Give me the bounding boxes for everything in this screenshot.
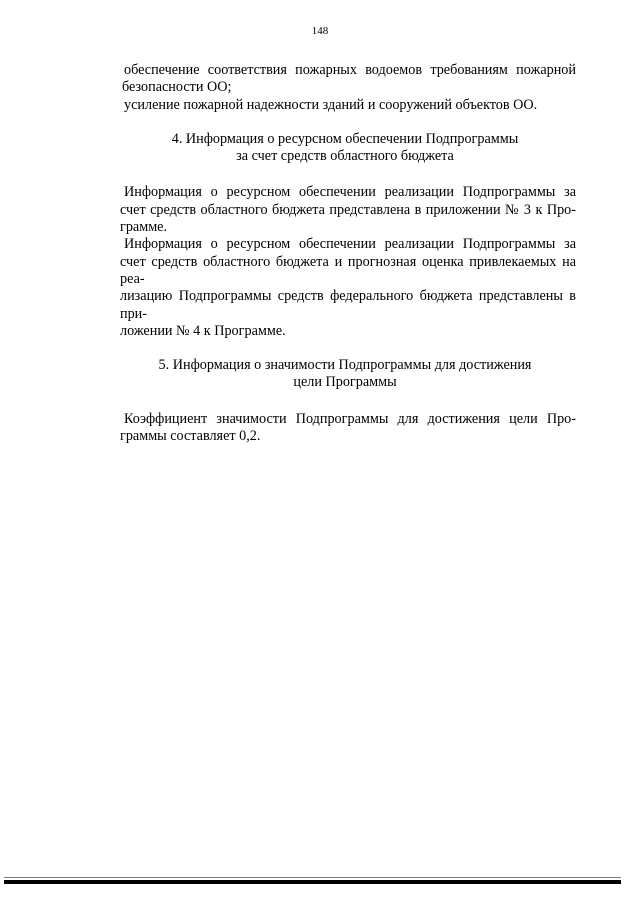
text-line: усиление пожарной надежности зданий и сооружений объектов ОО. (124, 96, 538, 113)
text-line: обеспечение соответствия пожарных водоемов требованиям пожарной (124, 62, 576, 78)
heading-line: 4. Информация о ресурсном обеспечении Подпрограммы (171, 130, 519, 147)
text-line: граммы составляет 0,2. (120, 428, 261, 445)
text-line: безопасности ОО; (122, 79, 232, 96)
page-content (120, 62, 576, 445)
text-line: счет средств областного бюджета представлена в приложении № 3 к Про- (120, 201, 576, 218)
paragraph (120, 236, 576, 340)
bottom-scan-edge-thin (4, 877, 621, 878)
section-5-heading (114, 357, 576, 392)
heading-line: цели Программы (293, 374, 397, 391)
paragraph (120, 184, 576, 236)
paragraph (120, 410, 576, 446)
heading-line: 5. Информация о значимости Подпрограммы для достижения (158, 357, 532, 374)
bottom-scan-edge (4, 880, 621, 884)
text-line: Информация о ресурсном обеспечении реализации Подпрограммы за (124, 236, 576, 253)
page-number: 148 (311, 25, 329, 37)
text-line: Информация о ресурсном обеспечении реализации Подпрограммы за (124, 184, 576, 201)
text-line: Коэффициент значимости Подпрограммы для достижения цели Про- (124, 410, 576, 427)
text-line: ложении № 4 к Программе. (120, 322, 286, 339)
heading-line: за счет средств областного бюджета (236, 148, 454, 165)
section-4-heading (114, 131, 576, 166)
text-line: грамме. (120, 219, 168, 236)
text-line: лизацию Подпрограммы средств федерального бюджета представлены в при- (120, 288, 576, 322)
text-line: счет средств областного бюджета и прогнозная оценка привлекаемых на реа- (120, 253, 576, 287)
